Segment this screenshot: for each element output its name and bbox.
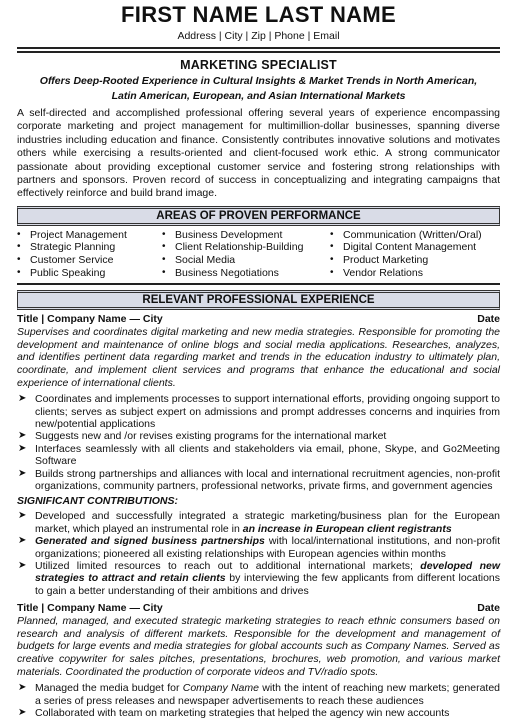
arrow-bullet-icon: ➤ [18,430,27,442]
job-2-description: Planned, managed, and executed strategic marketing strategies to reach ethnic consumers based on research and analysis of different markets. Responsible for the development and management of budgets for large events and media strategies for global accounts such as Company Names. Served as creative copywriter for sales pitches, presentations, brochures, web promotion, and various market materials. Coordinated the production of corporate videos and TV/radio spots. [17,615,500,678]
skill-item: • Communication (Written/Oral) [330,229,500,242]
job-1-header [17,313,500,326]
bullet-text: Interfaces seamlessly with all clients and stakeholders via email, phone, Skype, and Go2Meeting Software [35,442,500,468]
candidate-name: FIRST NAME LAST NAME [121,2,396,27]
job-title: MARKETING SPECIALIST [180,58,337,72]
job-1-date: Date [477,313,500,326]
skill-item: • Public Speaking [17,267,162,280]
contributions-heading: SIGNIFICANT CONTRIBUTIONS: [17,495,178,508]
tagline-line-2: Latin American, European, and Asian International Markets [111,90,406,102]
job-2-title: Title | Company Name — City [17,602,163,615]
tagline-line-1: Offers Deep-Rooted Experience in Cultural Insights & Market Trends in North American, [39,75,478,87]
bullet-text: Suggests new and /or revises existing programs for the international market [35,430,387,443]
job-2-header [17,602,500,615]
job-2-bullets [17,682,500,719]
arrow-bullet-icon: ➤ [18,535,27,547]
skill-item: • Customer Service [17,254,162,267]
list-item [17,535,500,560]
job-1-description: Supervises and coordinates digital marketing and new media strategies. Responsible for promoting the development and maintenance of online blogs and social media applications. Researches, analyzes, and identifies pertinent data regarding market and trends in the education industry to ultimately plan, coordinate, and implement client services and programs that enhance the educational and social experience of international clients. [17,326,500,389]
skill-item: • Project Management [17,229,162,242]
section-heading-experience: RELEVANT PROFESSIONAL EXPERIENCE [17,290,500,310]
section-heading-performance: AREAS OF PROVEN PERFORMANCE [17,206,500,226]
skill-item: • Product Marketing [330,254,500,267]
contribution-emphasis: an increase in European client registrants [242,522,452,535]
contributions-list [17,510,500,597]
contribution-emphasis: developed new strategies to attract and retain clients [35,560,500,585]
list-item [17,393,500,430]
arrow-bullet-icon: ➤ [18,442,27,454]
arrow-bullet-icon: ➤ [18,467,27,479]
skill-item: • Client Relationship-Building [162,241,330,254]
skills-column-2 [162,229,330,279]
bullet-text: with the intent of reaching new markets; generated a series of press releases and newspaper advertisements to reach these audiences [35,682,501,707]
bullet-text: Collaborated with team on marketing strategies that helped the agency win new accounts [35,707,450,719]
skill-item: • Digital Content Management [330,241,500,254]
resume-page [17,0,500,719]
arrow-bullet-icon: ➤ [18,707,27,719]
list-item [17,443,500,468]
skill-item: • Business Negotiations [162,267,330,280]
skill-item: • Vendor Relations [330,267,500,280]
list-item [17,510,500,535]
skill-item: • Social Media [162,254,330,267]
contributions-heading-text: SIGNIFICANT CONTRIBUTIONS [17,495,175,508]
header-divider [17,51,500,53]
arrow-bullet-icon: ➤ [18,560,27,572]
bullet-text: Managed the media budget for [35,682,183,695]
summary-paragraph: A self-directed and accomplished professional offering several years of experience encompassing corporate marketing and project management for multimillion-dollar businesses, spanning diverse industries including education and finance. Consistently contributes innovative solutions and motivates others while exercising a results-oriented and client-focused work ethic. A strong communicator passionate about providing exceptional customer service and fostering strong relationships with partners and sponsors. Proven record of success in conceptualizing and integrating campaigns that effectively reinforce and build brand image. [17,107,500,200]
bullet-text: Coordinates and implements processes to support international efforts, providing ongoing support to clients; serves as subject expert on admissions and prompt addresses concerns and inquiries from new/potential applications [35,393,500,430]
skills-column-3 [330,229,500,279]
contribution-text: with local/international institutions, and non-profit organizations; pioneered all existing relationships with European agencies within months [35,535,500,560]
bullet-text: Builds strong partnerships and alliances with local and international recruitment agencies, non-profit organizations, community partners, professional networks, private firms, and government agencies [35,467,500,493]
skill-item: • Business Development [162,229,330,242]
list-item [17,468,500,493]
contribution-text: Developed and successfully integrated a strategic marketing/business plan for the European market, which played an instrumental role in [35,510,500,535]
job-2-date: Date [477,602,500,615]
arrow-bullet-icon: ➤ [18,510,27,522]
skills-column-1 [17,229,162,279]
contribution-emphasis: Generated and signed business partnerships [35,535,265,548]
list-item [17,682,500,707]
bullet-emphasis: Company Name [182,682,259,695]
contact-line: Address | City | Zip | Phone | Email [17,30,500,49]
list-item [17,707,500,719]
job-1-bullets [17,393,500,492]
contribution-text: Utilized limited resources to reach out to additional international markets; [35,560,421,573]
arrow-bullet-icon: ➤ [18,682,27,694]
list-item [17,430,500,442]
skill-item: • Strategic Planning [17,241,162,254]
list-item [17,560,500,597]
contribution-text: by interviewing the few applicants from different locations to gain a better understanding of their ambitions and drives [35,572,501,597]
job-1-title: Title | Company Name — City [17,313,163,326]
arrow-bullet-icon: ➤ [18,393,27,405]
skills-grid [17,229,500,285]
